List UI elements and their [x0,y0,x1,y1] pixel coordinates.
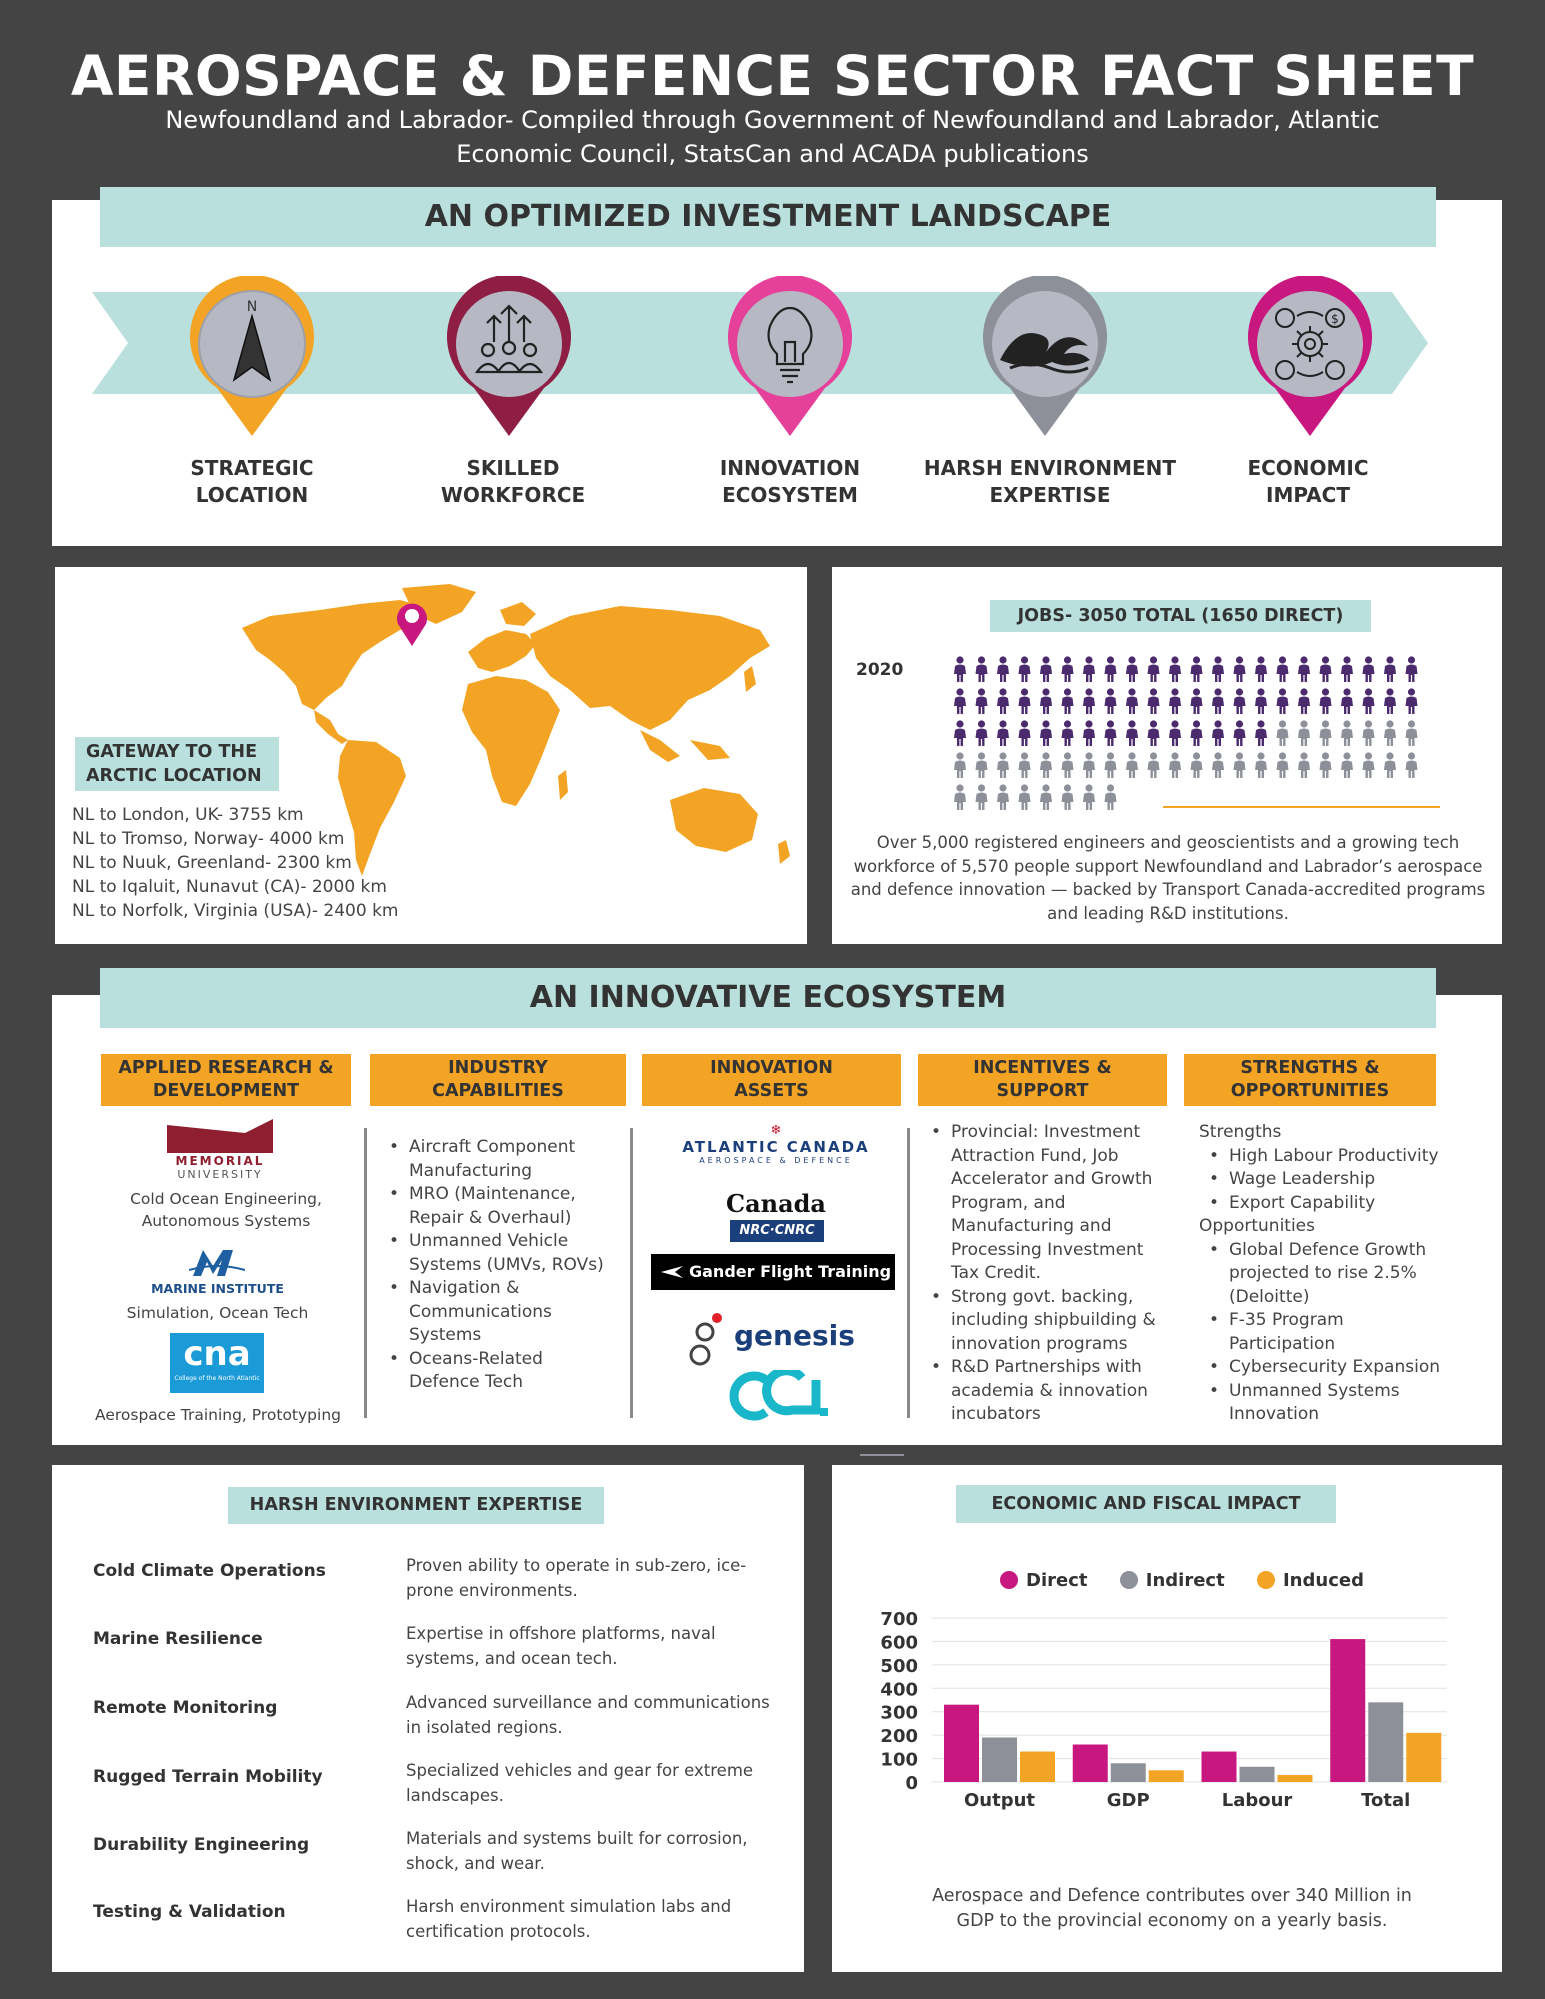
opportunities-label: Opportunities [1199,1216,1315,1236]
person-icon [1406,688,1418,714]
person-icon [1019,720,1031,746]
pin-economic-impact [1245,276,1375,436]
pin-innovation-ecosystem [725,276,855,436]
person-icon [1105,688,1117,714]
person-icon [1148,752,1160,778]
skilled-workforce-label: SKILLED WORKFORCE [440,456,586,507]
x-tick-label: GDP [1106,1790,1150,1811]
person-icon [976,688,988,714]
person-icon [1062,720,1074,746]
y-tick-label: 200 [880,1726,918,1748]
person-icon [1277,752,1289,778]
bar-induced-gdp [1149,1770,1184,1782]
person-icon [1040,720,1052,746]
chart-legend [1000,1570,1364,1591]
person-icon [1320,720,1332,746]
person-icon [1341,720,1353,746]
y-tick-label: 700 [880,1609,918,1630]
y-tick-label: 300 [880,1702,918,1724]
mun-caption: Cold Ocean Engineering, Autonomous Systems [130,1190,322,1230]
person-icon [1040,656,1052,682]
distance-item: NL to Norfolk, Virginia (USA)- 2400 km [72,901,399,921]
person-icon [1212,688,1224,714]
harsh-row-label: Rugged Terrain Mobility [93,1767,323,1787]
genesis-mark-icon [688,1310,726,1366]
person-icon [1169,656,1181,682]
person-icon [1105,656,1117,682]
column-separator [907,1128,910,1418]
person-icon [1105,720,1117,746]
person-icon [1406,752,1418,778]
list-item: • Provincial: Investment Attraction Fund, Job Accelerator and Growth Program, and Manufacturing and Processing Investment Tax Credit. [929,1121,1165,1286]
legend-item-induced: Induced [1257,1570,1364,1591]
person-icon [954,784,966,810]
economic-heading: ECONOMIC AND FISCAL IMPACT [956,1485,1336,1523]
cna-caption: Aerospace Training, Prototyping [94,1406,341,1424]
harsh-row-desc: Advanced surveillance and communications in isolated regions. [406,1693,770,1737]
jobs-year: 2020 [856,660,904,680]
y-tick-label: 100 [880,1749,918,1771]
person-icon [1105,752,1117,778]
person-icon [1191,656,1203,682]
person-icon [997,752,1009,778]
harsh-row-label: Cold Climate Operations [93,1561,326,1581]
x-tick-label: Labour [1221,1790,1293,1811]
person-icon [1212,656,1224,682]
person-icon [1062,752,1074,778]
bar-direct-output [944,1705,979,1782]
mun-logo: MEMORIAL [165,1119,275,1167]
column-separator [364,1128,367,1418]
person-icon [1255,752,1267,778]
economic-caption: Aerospace and Defence contributes over 340 Million in GDP to the provincial economy on a yearly basis. [932,1886,1412,1931]
person-icon [1320,752,1332,778]
pin-harsh-environment [980,276,1110,436]
mun-logo-subtext: UNIVERSITY [177,1168,263,1181]
person-icon [1406,656,1418,682]
person-icon [954,720,966,746]
bar-direct-total [1330,1639,1365,1782]
person-icon [954,656,966,682]
person-icon [1169,720,1181,746]
ecosystem-heading: AN INNOVATIVE ECOSYSTEM [100,968,1436,1028]
page-title: AEROSPACE & DEFENCE SECTOR FACT SHEET [70,44,1475,108]
person-icon [1277,720,1289,746]
mi-caption: Simulation, Ocean Tech [126,1304,309,1322]
person-icon [1320,656,1332,682]
bar-direct-gdp [1073,1745,1108,1782]
person-icon [1126,752,1138,778]
landscape-heading: AN OPTIMIZED INVESTMENT LANDSCAPE [100,187,1436,247]
harsh-row-desc: Materials and systems built for corrosion, shock, and wear. [406,1829,748,1873]
bar-induced-labour [1278,1775,1313,1782]
person-icon [1083,656,1095,682]
pin-strategic-location [187,276,317,436]
person-icon [1341,656,1353,682]
person-icon [1148,688,1160,714]
person-icon [1062,688,1074,714]
distance-item: NL to Nuuk, Greenland- 2300 km [72,853,352,873]
person-icon [976,752,988,778]
svg-text:$: $ [1331,312,1339,326]
person-icon [1234,720,1246,746]
list-item: • Export Capability [1207,1192,1469,1216]
harsh-row-label: Remote Monitoring [93,1698,278,1718]
list-item: • Aircraft Component Manufacturing [387,1136,612,1183]
person-icon [1212,720,1224,746]
person-icon [1148,720,1160,746]
person-icon [1169,688,1181,714]
list-item: • Unmanned Systems Innovation [1207,1380,1449,1427]
person-icon [1191,688,1203,714]
bar-indirect-output [982,1737,1017,1782]
legend-swatch [1257,1571,1275,1589]
economic-gear-icon [1245,276,1375,436]
arctic-heading: GATEWAY TO THE ARCTIC LOCATION [75,737,279,791]
pin-skilled-workforce [444,276,574,436]
person-icon [1105,784,1117,810]
person-icon [954,688,966,714]
distance-item: NL to Iqaluit, Nunavut (CA)- 2000 km [72,877,387,897]
col-head-research: APPLIED RESEARCH & DEVELOPMENT [101,1054,351,1106]
list-item: • Cybersecurity Expansion [1207,1356,1449,1380]
person-icon [1255,656,1267,682]
person-icon [1363,720,1375,746]
y-tick-label: 0 [905,1773,918,1794]
innovation-ecosystem-label: INNOVATION ECOSYSTEM [719,456,861,507]
person-icon [1019,784,1031,810]
harsh-row-label: Durability Engineering [93,1835,310,1855]
legend-swatch [1000,1571,1018,1589]
person-icon [1234,752,1246,778]
lightbulb-icon [725,276,855,436]
harsh-environment-label: HARSH ENVIRONMENT EXPERTISE [923,456,1177,507]
person-icon [1019,688,1031,714]
person-icon [1384,688,1396,714]
person-icon [1126,688,1138,714]
person-icon [1083,752,1095,778]
list-item: • Wage Leadership [1207,1168,1469,1192]
person-icon [997,656,1009,682]
jobs-description: Over 5,000 registered engineers and geoscientists and a growing tech workforce of 5,570 people support Newfoundland and Labrador’s aerospace and defence innovation — backed by Transport Canada-accredited programs and leading R&D institutions. [850,833,1486,923]
person-icon [1406,720,1418,746]
person-icon [1341,752,1353,778]
jobs-underline [1163,806,1440,808]
arctic-distance-list [72,803,472,923]
person-icon [1019,752,1031,778]
incentives-list [929,1121,1165,1427]
person-icon [1298,720,1310,746]
harsh-row-label: Marine Resilience [93,1629,263,1649]
person-icon [1384,656,1396,682]
person-icon [1298,752,1310,778]
gander-flight-training-logo: Gander Flight Training [651,1254,895,1290]
economic-impact-chart [862,1600,1462,1815]
person-icon [1255,720,1267,746]
page-subtitle: Newfoundland and Labrador- Compiled through Government of Newfoundland and Labrador, Atlantic Economic Council, StatsCan and ACADA publications [165,106,1380,168]
person-icon [1363,752,1375,778]
harsh-row-desc: Harsh environment simulation labs and certification protocols. [406,1897,732,1941]
legend-swatch [1120,1571,1138,1589]
divider [860,1454,904,1456]
marine-institute-logo: MARINE INSTITUTE [151,1281,284,1296]
y-tick-label: 600 [880,1632,918,1654]
harsh-row-desc: Specialized vehicles and gear for extreme landscapes. [406,1761,754,1805]
location-pin-icon [397,604,427,646]
person-icon [1191,720,1203,746]
bar-induced-total [1406,1733,1441,1782]
col-head-assets: INNOVATION ASSETS [642,1054,901,1106]
person-icon [1148,656,1160,682]
person-icon [997,688,1009,714]
wave-icon [980,276,1110,436]
person-icon [1040,688,1052,714]
person-icon [1277,688,1289,714]
marine-institute-logo-icon [189,1248,245,1278]
person-icon [1040,752,1052,778]
legend-item-direct: Direct [1000,1570,1087,1591]
person-icon [1083,688,1095,714]
harsh-heading: HARSH ENVIRONMENT EXPERTISE [228,1487,604,1524]
column-separator [630,1128,633,1418]
x-tick-label: Output [963,1790,1036,1811]
harsh-row-label: Testing & Validation [93,1902,286,1922]
person-icon [1126,720,1138,746]
genesis-logo: genesis [688,1310,858,1366]
person-icon [1298,656,1310,682]
person-icon [1212,752,1224,778]
strategic-location-label: STRATEGIC LOCATION [190,456,314,507]
list-item: • Navigation & Communications Systems [387,1277,612,1348]
compass-letter: N [246,299,258,315]
person-icon [1040,784,1052,810]
industry-capabilities-list [387,1136,612,1395]
list-item: • High Labour Productivity [1207,1145,1469,1169]
y-tick-label: 500 [880,1655,918,1677]
person-icon [1277,656,1289,682]
person-icon [997,720,1009,746]
list-item: • F-35 Program Participation [1207,1309,1449,1356]
canada-wordmark: Canada [726,1189,826,1218]
col-head-industry: INDUSTRY CAPABILITIES [370,1054,626,1106]
plane-icon [661,1264,683,1280]
person-icon [1298,688,1310,714]
col-head-strengths: STRENGTHS & OPPORTUNITIES [1184,1054,1436,1106]
person-icon [1083,720,1095,746]
person-icon [976,656,988,682]
distance-item: NL to London, UK- 3755 km [72,805,304,825]
person-icon [1191,752,1203,778]
compass-icon [187,276,317,436]
person-icon [1234,656,1246,682]
workforce-growth-icon [444,276,574,436]
person-icon [1083,784,1095,810]
person-icon [997,784,1009,810]
person-icon [1363,688,1375,714]
person-icon [1062,784,1074,810]
economic-impact-label: ECONOMIC IMPACT [1247,456,1369,507]
person-icon [1384,720,1396,746]
cna-logo: cna College of the North Atlantic [170,1333,264,1393]
strengths-label: Strengths [1199,1122,1282,1142]
person-icon [1320,688,1332,714]
list-item: • Oceans-Related Defence Tech [387,1348,612,1395]
atlantic-canada-logo: ❄ ATLANTIC CANADA AEROSPACE & DEFENCE [682,1123,870,1165]
person-icon [976,720,988,746]
list-item: • MRO (Maintenance, Repair & Overhaul) [387,1183,612,1230]
harsh-row-desc: Expertise in offshore platforms, naval systems, and ocean tech. [406,1624,716,1668]
cc-logo-icon [720,1370,836,1422]
strengths-opportunities [1199,1121,1469,1427]
nrc-logo: NRC·CNRC [730,1220,824,1242]
jobs-people-grid [950,656,1460,828]
person-icon [1341,688,1353,714]
legend-item-indirect: Indirect [1120,1570,1225,1591]
bar-direct-labour [1202,1752,1237,1782]
person-icon [1255,688,1267,714]
person-icon [1234,688,1246,714]
person-icon [1384,752,1396,778]
list-item: • Unmanned Vehicle Systems (UMVs, ROVs) [387,1230,612,1277]
jobs-heading: JOBS- 3050 TOTAL (1650 DIRECT) [990,600,1371,632]
bar-indirect-labour [1240,1767,1275,1782]
person-icon [1062,656,1074,682]
list-item: • Strong govt. backing, including shipbuilding & innovation programs [929,1286,1165,1357]
list-item: • Global Defence Growth projected to rise 2.5% (Deloitte) [1207,1239,1449,1310]
bar-induced-output [1020,1752,1055,1782]
harsh-row-desc: Proven ability to operate in sub-zero, ice-prone environments. [406,1556,747,1600]
person-icon [976,784,988,810]
person-icon [954,752,966,778]
bar-indirect-gdp [1111,1763,1146,1782]
person-icon [1363,656,1375,682]
bar-indirect-total [1368,1702,1403,1782]
person-icon [1126,656,1138,682]
person-icon [1169,752,1181,778]
list-item: • R&D Partnerships with academia & innovation incubators [929,1356,1165,1427]
col-head-incentives: INCENTIVES & SUPPORT [918,1054,1167,1106]
distance-item: NL to Tromso, Norway- 4000 km [72,829,345,849]
x-tick-label: Total [1361,1790,1411,1811]
person-icon [1019,656,1031,682]
y-tick-label: 400 [880,1679,918,1701]
